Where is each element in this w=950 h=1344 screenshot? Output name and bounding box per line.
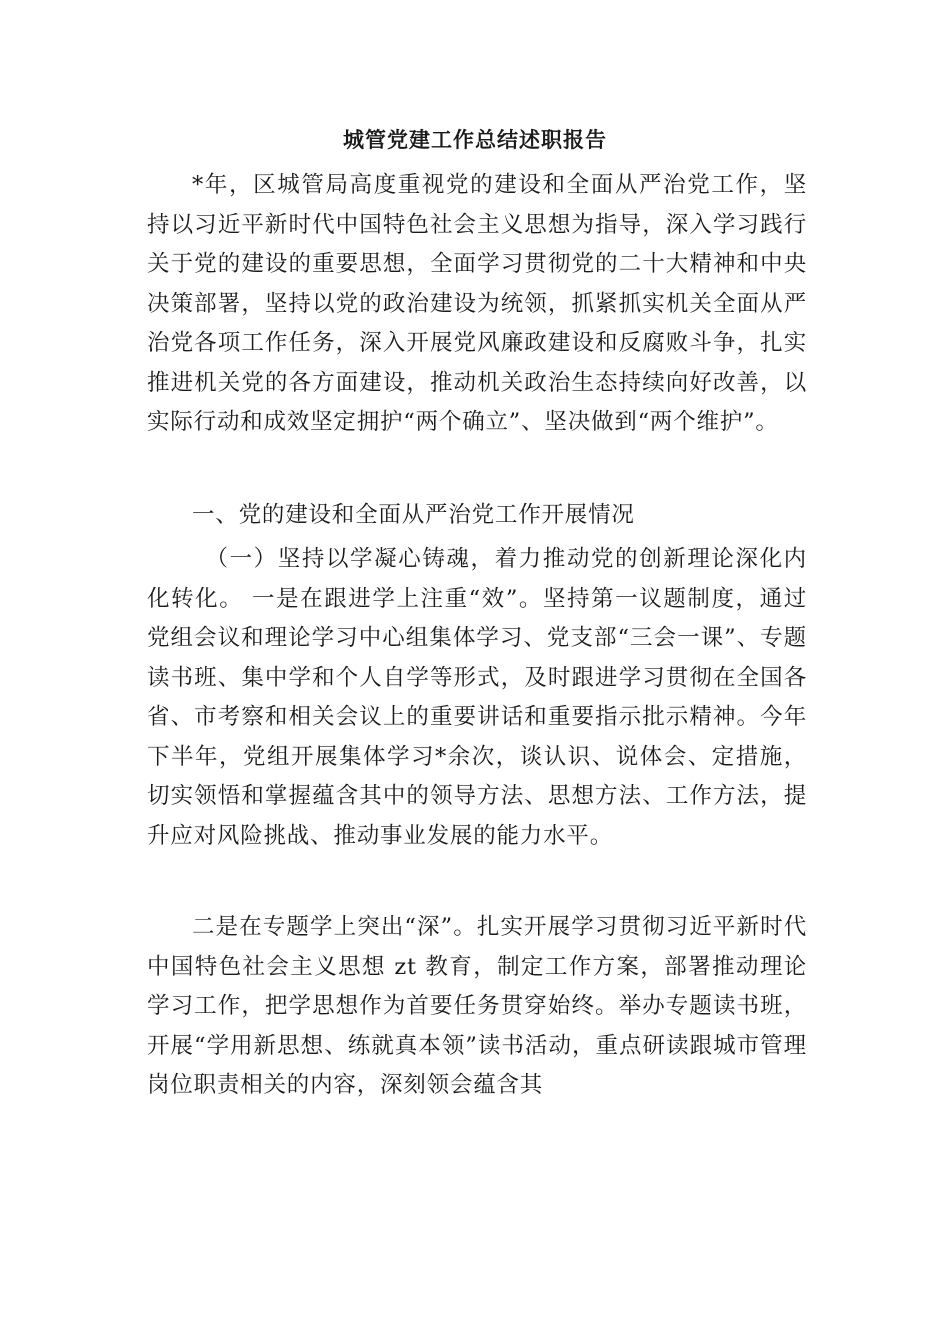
document-title: 城管党建工作总结述职报告 xyxy=(343,128,607,152)
paragraph-study-depth: 二是在专题学上突出“深”。扎实开展学习贯彻习近平新时代中国特色社会主义思想 zt 教育，制定工作方案，部署推动理论学习工作，把学思想作为首要任务贯穿始终。举办专题读书班，开展“学用新思想、练就真本领”读书活动，重点研读跟城市管理岗位职责相关的内容，深刻领会蕴含其 xyxy=(147,914,807,1098)
section-heading-1: 一、党的建设和全面从严治党工作开展情况 xyxy=(192,502,635,528)
paragraph-intro: *年，区城管局高度重视党的建设和全面从严治党工作，坚持以习近平新时代中国特色社会主义思想为指导，深入学习践行关于党的建设的重要思想，全面学习贯彻党的二十大精神和中央决策部署，坚持以党的政治建设为统领，抓紧抓实机关全面从严治党各项工作任务，深入开展党风廉政建设和反腐败斗争，扎实推进机关党的各方面建设，推动机关政治生态持续向好改善，以实际行动和成效坚定拥护“两个确立”、坚决做到“两个维护”。 xyxy=(147,172,807,435)
paragraph-study-effect: （一）坚持以学凝心铸魂，着力推动党的创新理论深化内化转化。 一是在跟进学上注重“效”。坚持第一议题制度，通过党组会议和理论学习中心组集体学习、党支部“三会一课”、专题读书班、集中学和个人自学等形式，及时跟进学习贯彻在全国各省、市考察和相关会议上的重要讲话和重要指示批示精神。今年下半年，党组开展集体学习*余次，谈认识、说体会、定措施，切实领悟和掌握蕴含其中的领导方法、思想方法、工作方法，提升应对风险挑战、推动事业发展的能力水平。 xyxy=(147,546,807,849)
